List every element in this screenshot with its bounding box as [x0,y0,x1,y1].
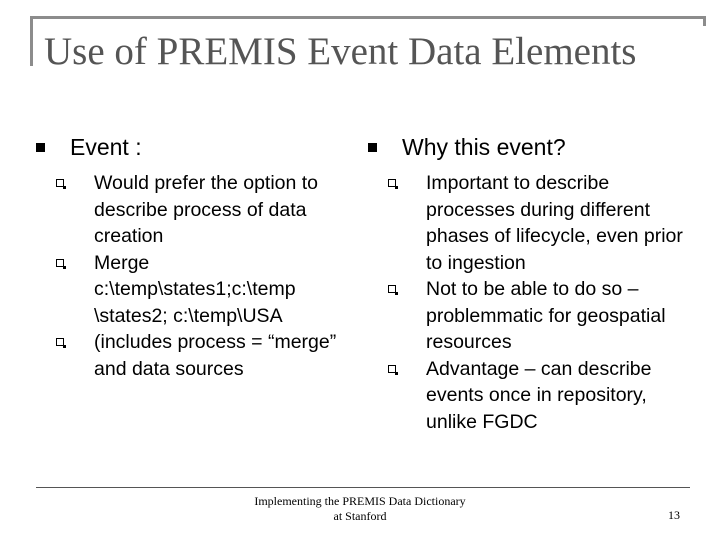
right-sub-list [368,170,698,435]
footer-caption [230,494,490,524]
left-column [36,132,356,382]
left-heading-item [36,132,356,162]
right-column [368,132,698,435]
square-bullet-icon [36,143,45,152]
list-item-text: Not to be able to do so – problemmatic for geospatial resources [426,278,666,353]
list-item [368,276,698,356]
left-sub-list [36,170,356,382]
hollow-square-bullet-icon [388,365,396,373]
list-item-text: Merge c:\temp\states1;c:\temp \states2; c:\temp\USA [94,251,296,327]
frame-left-rule [30,16,33,66]
footer-rule [36,487,690,488]
list-item [368,170,698,276]
list-item [36,250,356,330]
footer-line-1: Implementing the PREMIS Data Dictionary [254,494,466,508]
hollow-square-bullet-icon [56,179,64,187]
list-item-text: Advantage – can describe events once in repository, unlike FGDC [426,357,652,433]
list-item [36,170,356,250]
hollow-square-bullet-icon [388,285,396,293]
list-item-text: Would prefer the option to describe process of data creation [94,172,319,247]
left-heading: Event : [70,134,142,160]
frame-top-rule [30,16,706,19]
hollow-square-bullet-icon [56,259,64,267]
hollow-square-bullet-icon [388,179,396,187]
frame-right-rule [703,16,706,26]
footer-line-2: at Stanford [333,509,387,523]
right-heading: Why this event? [402,134,566,160]
list-item-text: Important to describe processes during different phases of lifecycle, even prior to ingestion [426,172,683,274]
page-number: 13 [668,508,680,522]
list-item-text: (includes process = “merge” and data sources [94,331,337,380]
right-heading-item [368,132,698,162]
list-item [368,356,698,436]
hollow-square-bullet-icon [56,338,64,346]
square-bullet-icon [368,143,377,152]
list-item [36,329,356,382]
slide-title: Use of PREMIS Event Data Elements [44,30,637,73]
